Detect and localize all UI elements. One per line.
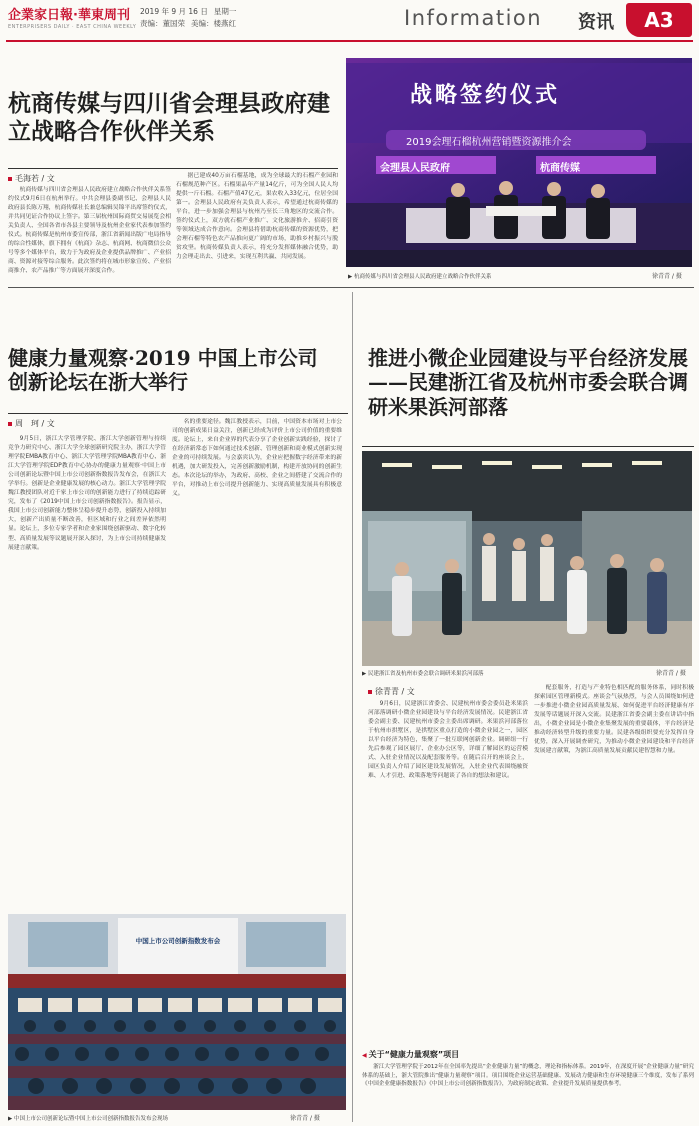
photo1-sign-right: 杭商传媒 xyxy=(540,163,580,174)
article2-rule xyxy=(8,413,348,414)
newspaper-logo xyxy=(8,4,136,30)
signing-ceremony-photo xyxy=(346,58,692,267)
article2-text-2: 名的重要途径。魏江教授表示，目前，中国资本市场对上市公司的创新成果日益关注，创新已经成为评价上市公司价值的重要维度。论坛上，来自企业界的代表分享了企业创新实践经验，探讨了在经济新常态下如何通过技术创新、管理创新和商业模式创新实现企业的可持续发展。与会嘉宾认为，企业应把握数字经济带来的新机遇，加大研发投入，完善创新激励机制，构建开放协同的创新生态。本次论坛的举办，为政府、高校、企业之间搭建了交流合作的平台，对推动上市公司提升创新能力、实现高质量发展具有积极意义。 xyxy=(172,419,342,498)
photo3-credit: 徐青青 / 摄 xyxy=(656,670,686,677)
section-title-en: Information xyxy=(404,6,543,30)
article3-text-2: 配套服务，打造与产业特色相匹配的服务体系，同时积极探索园区管理新模式。座谈会气氛热烈，与会人员围绕如何进一步推进小微企业园高质量发展、如何促进平台经济健康有序发展等话题展开深入交流。民建浙江省委会副主委在讲话中指出，小微企业园是小微企业集聚发展的重要载体，平台经济是推动经济转型升级的重要力量。民建各级组织要充分发挥自身优势，深入开展调查研究，为推动小微企业园建设和平台经济发展建言献策，为浙江高质量发展贡献民建智慧和力量。 xyxy=(534,685,694,755)
photo2-caption: ▶ 中国上市公司创新论坛暨中国上市公司创新指数报告发布会现场 xyxy=(8,1116,168,1122)
photo1-caption: ▶ 杭商传媒与四川省会理县人民政府建立战略合作伙伴关系 xyxy=(348,274,492,280)
section-title-cn: 资讯 xyxy=(578,12,614,33)
article2-text-1: 9月5日，浙江大学管理学院、浙江大学创新管理与持续竞争力研究中心、浙江大学全球创新研究院主办，浙江大学管理学院EMBA教育中心、浙江大学管理学院MBA教育中心、浙江大学管理学院EDP教育中心协办的健康力量观察·中国上市公司创新论坛暨中国上市公司创新指数报告发布会，在浙江大学举行。创新是企业健康发展的核心动力。浙江大学管理学院魏江教授团队对近千家上市公司的创新能力进行了持续追踪研究，发布了《2019中国上市公司创新指数报告》。报告显示，我国上市公司创新能力整体呈稳步提升态势，创新投入持续加大，创新产出质量不断改善，但区域和行业之间差异依然明显。论坛上，多位专家学者和企业家围绕创新驱动、数字化转型、高质量发展等议题展开深入探讨，为上市公司持续健康发展建言献策。 xyxy=(8,436,166,551)
article3-byline: 徐青青 / 文 xyxy=(368,686,415,697)
photo3-caption-text: 民建浙江省及杭州市委会联合调研米果浜河部落 xyxy=(367,671,484,677)
photo1-banner: 战略签约仪式 xyxy=(410,83,561,108)
photo2-caption-text: 中国上市公司创新论坛暨中国上市公司创新指数报告发布会现场 xyxy=(13,1116,168,1122)
article1-text-2: 据已建成40万亩石榴基地，成为全球最大的石榴产业园和石榴规范种产区。石榴果品年产量14亿斤，可为全国人民人均提供一斤石榴。石榴产值47亿元，果农收入33亿元，位居全国第一。会理县人民政府有关负责人表示，希望通过杭商传媒的平台，进一步加强会理县与杭州乃至长三角地区的交流合作。签约仪式上，双方就石榴产业推广、文化旅游推介、招商引资等领域达成合作意向。会理县将借助杭商传媒的资源优势，把会理石榴等特色农产品推向更广阔的市场，助推乡村振兴与脱贫攻坚。杭商传媒负责人表示，将充分发挥媒体融合优势，助力会理走出去、引进来，实现互利共赢、共同发展。 xyxy=(176,173,338,261)
article1-byline: 毛海若 / 文 xyxy=(8,173,55,184)
article3-rule xyxy=(362,446,694,447)
photo2-screen-text: 中国上市公司创新指数发布会 xyxy=(135,937,221,945)
article1-text-1: 杭商传媒与四川省会理县人民政府建立战略合作伙伴关系签约仪式9月6日在杭州举行。中共会理县委副书记、会理县人民政府县长陈万翔，杭商传媒社长兼总编辑吴锦平出席签约仪式，并共同见证合作协议上签字。第三届杭州国际商贸交易展览会相关负责人、全国各省市各县主要领导及杭州企业家代表参加签约仪式。杭商传媒是杭州市委宣传部，浙江省新闻出版广电局指导的综合性媒体，旗下拥有《杭商》杂志、杭商网、杭商微信公众号等多个媒体平台，致力于为政府及企业提供品牌推广、产业招商、资源对接等综合服务。此次签约将在城市形象宣传、产业招商推介、农产品推广等方面展开深度合作。 xyxy=(8,187,171,275)
photo1-banner-sub: 2019会理石榴杭州营销暨资源推介会 xyxy=(406,137,572,148)
photo1-sign-left: 会理县人民政府 xyxy=(380,163,450,174)
masthead xyxy=(0,0,699,44)
article2-byline: 周 珂 / 文 xyxy=(8,418,55,429)
article3-text-1: 9月6日，民建浙江省委会、民建杭州市委会委员赴米果浜河部落调研小微企业园建设与平台经济发展情况。民建浙江省委会副主委、民建杭州市委会主委出席调研。米果浜河部落位于杭州市拱墅区，是拱墅区重点打造的小微企业园之一，园区以平台经济为特色，集聚了一批互联网创新企业。调研组一行先后参观了园区展厅、企业办公区等，详细了解园区的运营模式、入驻企业情况以及配套服务等。在随后召开的座谈会上，园区负责人介绍了园区建设发展情况，入驻企业代表围绕融资难、人才引进、政策落地等问题谈了各自的想法和建议。 xyxy=(368,701,528,780)
article2-column-1 xyxy=(8,435,166,903)
project-note-box xyxy=(362,1049,694,1121)
masthead-rule xyxy=(6,40,693,42)
issue-date: 2019 年 9 月 16 日 xyxy=(140,7,208,16)
column-separator xyxy=(352,292,353,1122)
research-visit-photo xyxy=(362,451,692,666)
logo-subtext: ENTERPRISERS DAILY · EAST CHINA WEEKLY xyxy=(8,24,137,30)
photo1-credit: 徐青青 / 摄 xyxy=(652,273,682,280)
article2-column-2 xyxy=(172,418,342,903)
forum-venue-photo xyxy=(8,914,346,1110)
photo2-credit: 徐青青 / 摄 xyxy=(290,1115,320,1122)
photo3-caption: ▶ 民建浙江省及杭州市委会联合调研米果浜河部落 xyxy=(362,671,484,677)
issue-weekday: 星期一 xyxy=(213,7,237,16)
article3-column-2 xyxy=(534,684,694,1040)
page-number-badge: A3 xyxy=(626,3,692,37)
logo-text: 企業家日報·華東周刊 xyxy=(8,8,130,23)
article1-rule xyxy=(8,168,338,169)
article1-column-2 xyxy=(176,172,338,284)
article1-headline: 杭商传媒与四川省会理县政府建立战略合作伙伴关系 xyxy=(8,90,330,146)
issue-meta xyxy=(140,6,242,30)
project-title: ◀ 关于“健康力量观察”项目 xyxy=(362,1049,694,1060)
section-divider xyxy=(8,287,694,288)
editor-credit: 责编：董国荣 xyxy=(140,19,185,28)
designer-credit: 美编：楼燕红 xyxy=(191,19,236,28)
photo1-caption-text: 杭商传媒与四川省会理县人民政府建立战略合作伙伴关系 xyxy=(353,274,492,280)
article3-column-1 xyxy=(368,700,528,1040)
project-body: 浙江大学管理学院于2012年在全国率先提出“企业健康力量”的概念，理论和指标体系。2019年，在深度开展“企业健康力量”研究体系的基础上，浙大管院推出“健康力量观察”项目。项目围绕企业运营基础健康、发展动力健康和生存环境健康三个维度，发布了系列《中国企业健康指数报告》《中国上市公司创新指数报告》，为政府制定政策、企业提升发展质量提供参考。 xyxy=(362,1064,694,1088)
article3-headline: 推进小微企业园建设与平台经济发展——民建浙江省及杭州市委会联合调研米果浜河部落 xyxy=(368,346,688,419)
article2-headline: 健康力量观察·2019 中国上市公司创新论坛在浙大举行 xyxy=(8,346,318,395)
article1-column-1 xyxy=(8,186,171,284)
